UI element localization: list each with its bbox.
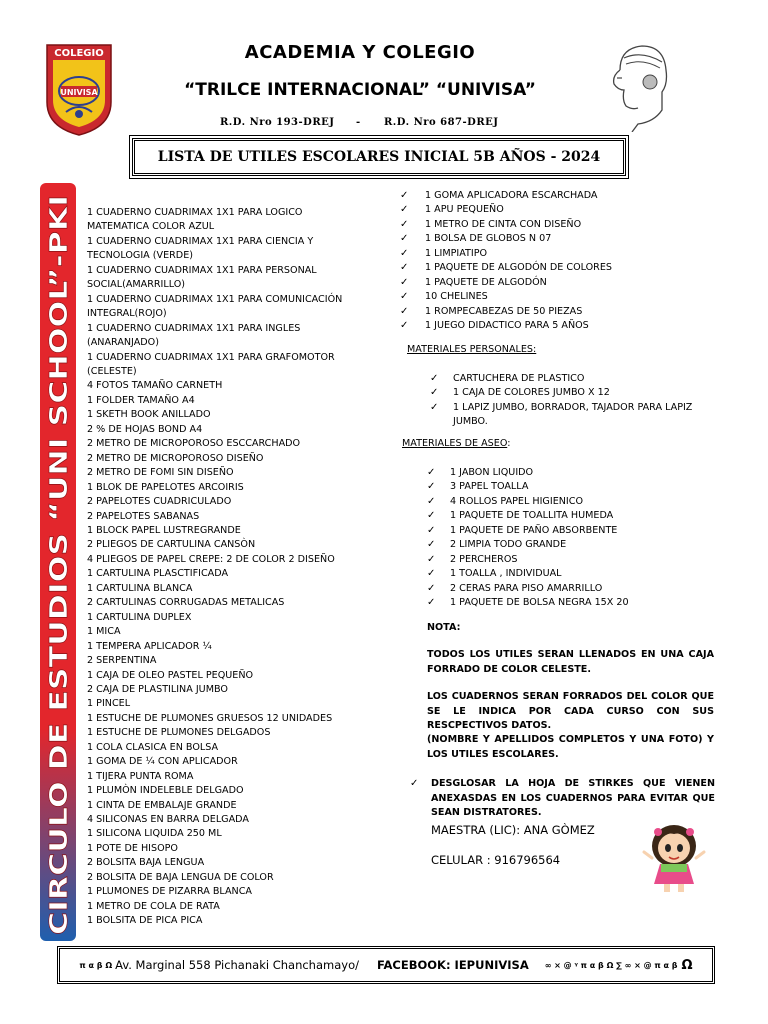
check-icon: ✓ (400, 320, 409, 332)
check-icon: ✓ (400, 276, 409, 288)
hygiene-item (427, 567, 712, 581)
supply-item-text: 1 JUEGO DIDACTICO PARA 5 AÑOS (425, 320, 589, 332)
hygiene-materials-heading-wrap (402, 438, 510, 449)
supply-item (87, 871, 345, 885)
supply-item-text: 1 BOLSITA DE PICA PICA (87, 915, 203, 927)
supply-item-text: 1 CUADERNO CUADRIMAX 1X1 PARA COMUNICACIÓN INTEGRAL(ROJO) (87, 293, 343, 320)
supply-item-text: 1 PAQUETE DE ALGODÓN (425, 276, 547, 288)
check-icon: ✓ (400, 233, 409, 245)
school-name-heading: ACADEMIA Y COLEGIO (244, 42, 476, 63)
supply-item (87, 322, 345, 351)
supply-item-text: 1 BOLSA DE GLOBOS N 07 (425, 233, 552, 245)
supply-item-text: 2 PAPELOTES CUADRICULADO (87, 496, 232, 508)
note-paragraph-1: TODOS LOS UTILES SERAN LLENADOS EN UNA CAJA FORRADO DE COLOR CELESTE. (427, 649, 714, 675)
supply-item-text: 1 POTE DE HISOPO (87, 842, 178, 854)
hygiene-item (427, 524, 712, 538)
supply-item (87, 582, 345, 596)
cartoon-girl-illustration (634, 818, 714, 894)
supply-item-text: 2 % DE HOJAS BOND A4 (87, 423, 203, 435)
supply-item (87, 741, 345, 755)
supply-item-text: 1 APU PEQUEÑO (425, 204, 504, 216)
supply-item (87, 640, 345, 654)
supply-item (87, 914, 345, 928)
footer-symbols-right: ∞ × @ ᵞ π α β Ω ∑ ∞ × @ π α β (544, 960, 678, 970)
hygiene-heading-colon: : (507, 438, 511, 449)
supply-item (87, 481, 345, 495)
supply-item-text: 1 PLUMÒN INDELEBLE DELGADO (87, 785, 244, 797)
supply-item (87, 784, 345, 798)
supply-item (87, 553, 345, 567)
supply-item-text: 1 CUADERNO CUADRIMAX 1X1 PARA PERSONAL SOCIAL(AMARRILLO) (87, 264, 317, 291)
supply-item (400, 276, 730, 290)
check-icon: ✓ (427, 524, 436, 536)
supply-item (87, 726, 345, 740)
supply-item-text: 1 COLA CLASICA EN BOLSA (87, 741, 219, 753)
supply-item (87, 452, 345, 466)
hygiene-item (427, 553, 712, 567)
vertical-banner (40, 183, 76, 941)
supply-item-text: 2 PAPELOTES SABANAS (87, 510, 200, 522)
footer-address: Av. Marginal 558 Pichanaki Chanchamayo/ (115, 958, 359, 972)
supply-item-text: 1 CARTULINA PLASCTIFICADA (87, 568, 229, 580)
supply-item-text: 1 CINTA DE EMBALAJE GRANDE (87, 799, 237, 811)
supply-item-text: 4 SILICONAS EN BARRA DELGADA (87, 814, 249, 826)
supply-item (87, 264, 345, 293)
supply-item-text: 1 PLUMONES DE PIZARRA BLANCA (87, 886, 252, 898)
supply-item-text: 1 PINCEL (87, 698, 131, 710)
check-icon: ✓ (400, 305, 409, 317)
hygiene-item (427, 495, 712, 509)
check-icon: ✓ (427, 568, 436, 580)
supply-item-text: 1 ESTUCHE DE PLUMONES GRUESOS 12 UNIDADES (87, 712, 333, 724)
check-icon: ✓ (427, 582, 436, 594)
personal-item-text: 1 LAPIZ JUMBO, BORRADOR, TAJADOR PARA LAPIZ JUMBO. (453, 401, 693, 428)
hygiene-item (427, 509, 712, 523)
supply-item-text: 1 TIJERA PUNTA ROMA (87, 770, 194, 782)
supply-item (87, 466, 345, 480)
supply-item (400, 232, 730, 246)
supply-item (87, 697, 345, 711)
supply-item-text: 2 CAJA DE PLASTILINA JUMBO (87, 683, 228, 695)
supply-item (87, 799, 345, 813)
footer-facebook: FACEBOOK: IEPUNIVISA (376, 958, 529, 972)
supply-item-text: 4 PLIEGOS DE PAPEL CREPE: 2 DE COLOR 2 DISEÑO (87, 553, 335, 565)
supply-item (87, 813, 345, 827)
supply-item-text: 1 FOLDER TAMAÑO A4 (87, 394, 195, 406)
supply-item-text: 1 SKETH BOOK ANILLADO (87, 409, 211, 421)
supply-item (87, 394, 345, 408)
supply-item (87, 885, 345, 899)
personal-item-text: 1 CAJA DE COLORES JUMBO X 12 (453, 387, 610, 399)
check-icon: ✓ (430, 401, 439, 413)
supply-item-text: 1 MICA (87, 626, 121, 638)
supply-item-text: 2 PLIEGOS DE CARTULINA CANSÒN (87, 539, 256, 551)
supply-item (400, 247, 730, 261)
supply-item (400, 218, 730, 232)
hygiene-item-text: 1 TOALLA , INDIVIDUAL (450, 568, 562, 580)
desglosar-note (410, 777, 715, 821)
supply-item (87, 611, 345, 625)
check-icon: ✓ (427, 597, 436, 609)
hygiene-item-text: 1 PAQUETE DE TOALLITA HUMEDA (450, 510, 614, 522)
supply-item (87, 669, 345, 683)
supply-item (400, 290, 730, 304)
supply-item (87, 538, 345, 552)
vertical-banner-text: CIRCULO DE ESTUDIOS “UNI SCHOOL”-PKI (44, 348, 73, 935)
supply-item-text: 2 METRO DE FOMI SIN DISEÑO (87, 467, 234, 479)
supply-item (87, 827, 345, 841)
supply-item (400, 319, 730, 333)
supply-item-text: 1 GOMA APLICADORA ESCARCHADA (425, 190, 598, 201)
supply-item-text: 1 CARTULINA DUPLEX (87, 611, 192, 623)
supply-item (87, 567, 345, 581)
supply-item (87, 755, 345, 769)
hygiene-item (427, 582, 712, 596)
check-icon: ✓ (427, 495, 436, 507)
supply-item (87, 235, 345, 264)
supply-item (87, 206, 345, 235)
check-icon: ✓ (430, 387, 439, 399)
desglosar-text: DESGLOSAR LA HOJA DE STIRKES QUE VIENEN ANEXASDAS EN LOS CUADERNOS PARA EVITAR QUE SEAN DISTRATORES. (431, 778, 715, 818)
supply-item (87, 654, 345, 668)
check-icon: ✓ (400, 190, 409, 201)
supply-item-text: 10 CHELINES (425, 291, 488, 303)
supply-item-text: 1 METRO DE COLA DE RATA (87, 900, 220, 912)
hygiene-materials-heading: MATERIALES DE ASEO (402, 438, 508, 449)
supply-item (87, 712, 345, 726)
note-paragraph-2: LOS CUADERNOS SERAN FORRADOS DEL COLOR QUE SE LE INDICA POR CADA CURSO CON SUS RESCPECTIVOS DATOS. (427, 691, 714, 731)
supply-item-text: 1 CAJA DE OLEO PASTEL PEQUEÑO (87, 669, 254, 681)
footer-omega: Ω (681, 957, 693, 973)
hygiene-item-text: 3 PAPEL TOALLA (450, 481, 529, 493)
supply-item-text: 1 ROMPECABEZAS DE 50 PIEZAS (425, 305, 583, 317)
supply-item (400, 203, 730, 217)
list-title: LISTA DE UTILES ESCOLARES INICIAL 5B AÑOS - 2024 (157, 149, 601, 165)
check-icon: ✓ (400, 291, 409, 303)
check-icon: ✓ (427, 481, 436, 493)
check-icon: ✓ (427, 553, 436, 565)
logo-top-text: COLEGIO (54, 48, 104, 59)
check-icon: ✓ (400, 247, 409, 259)
hygiene-materials-list (427, 466, 712, 611)
supply-item (400, 189, 730, 203)
hygiene-item-text: 1 JABON LIQUIDO (450, 467, 534, 478)
check-icon: ✓ (410, 778, 419, 789)
hygiene-item (427, 480, 712, 494)
supply-item-text: 1 BLOCK PAPEL LUSTREGRANDE (87, 524, 241, 536)
logo-bottom-text: UNIVISA (60, 88, 98, 97)
personal-item (430, 401, 715, 430)
supply-item (87, 856, 345, 870)
supply-item-text: 1 GOMA DE ¼ CON APLICADOR (87, 756, 238, 768)
supply-item (87, 842, 345, 856)
supply-item-text: 1 ESTUCHE DE PLUMONES DELGADOS (87, 727, 271, 739)
check-icon: ✓ (400, 218, 409, 230)
supply-item-text: 1 LIMPIATIPO (425, 247, 488, 259)
hygiene-item-text: 1 PAQUETE DE PAÑO ABSORBENTE (450, 524, 618, 536)
supply-item (87, 293, 345, 322)
supply-item (87, 437, 345, 451)
supply-item-text: 1 CUADERNO CUADRIMAX 1X1 PARA CIENCIA Y TECNOLOGIA (VERDE) (87, 235, 314, 262)
hygiene-item-text: 1 PAQUETE DE BOLSA NEGRA 15X 20 (450, 597, 629, 609)
supply-item (87, 423, 345, 437)
supply-item (87, 351, 345, 380)
supply-item-text: 2 METRO DE MICROPOROSO ESCCARCHADO (87, 438, 301, 450)
supply-item (87, 524, 345, 538)
personal-item (430, 386, 715, 400)
supply-item-text: 1 CUADERNO CUADRIMAX 1X1 PARA GRAFOMOTOR (CELESTE) (87, 351, 335, 377)
hygiene-item (427, 596, 712, 610)
list-title-box (132, 138, 626, 176)
footer-symbols-left: π α β Ω (79, 960, 113, 970)
supply-item (87, 408, 345, 422)
supply-item (400, 261, 730, 275)
footer-box (57, 946, 715, 984)
supply-item-text: 1 PAQUETE DE ALGODÓN DE COLORES (425, 262, 613, 274)
personal-item-text: CARTUCHERA DE PLASTICO (453, 373, 585, 384)
rd-number-2: R.D. Nro 687-DREJ (384, 117, 499, 128)
note-heading: NOTA: (427, 622, 461, 633)
hygiene-item-text: 4 ROLLOS PAPEL HIGIENICO (450, 495, 584, 507)
supply-item-text: 1 CARTULINA BLANCA (87, 582, 193, 594)
supply-item-text: 2 CARTULINAS CORRUGADAS METALICAS (87, 597, 285, 609)
teacher-phone: CELULAR : 916796564 (431, 853, 561, 867)
right-supply-list (400, 189, 730, 334)
hygiene-item-text: 2 CERAS PARA PISO AMARRILLO (450, 582, 603, 594)
personal-materials-heading: MATERIALES PERSONALES: (407, 344, 537, 355)
check-icon: ✓ (427, 467, 436, 478)
hygiene-item-text: 2 LIMPIA TODO GRANDE (450, 539, 567, 551)
supply-item-text: 1 CUADERNO CUADRIMAX 1X1 PARA INGLES (ANARANJADO) (87, 322, 301, 349)
personal-item (430, 372, 715, 386)
hygiene-item (427, 538, 712, 552)
supply-item-text: 1 BLOK DE PAPELOTES ARCOIRIS (87, 481, 244, 493)
supply-item-text: 2 METRO DE MICROPOROSO DISEÑO (87, 452, 264, 464)
supply-item-text: 2 SERPENTINA (87, 655, 157, 667)
supply-item (87, 495, 345, 509)
hygiene-item (427, 466, 712, 480)
check-icon: ✓ (400, 204, 409, 216)
check-icon: ✓ (427, 510, 436, 522)
check-icon: ✓ (430, 373, 439, 384)
supply-item (400, 305, 730, 319)
supply-item (87, 625, 345, 639)
supply-item-text: 4 FOTOS TAMAÑO CARNETH (87, 380, 223, 392)
supply-item (87, 770, 345, 784)
supply-item (87, 683, 345, 697)
rd-number-1: R.D. Nro 193-DREJ (220, 117, 335, 128)
school-name-subheading: “TRILCE INTERNACIONAL” “UNIVISA” (184, 80, 536, 100)
supply-item-text: 1 CUADERNO CUADRIMAX 1X1 PARA LOGICO MATEMATICA COLOR AZUL (87, 207, 303, 233)
supply-item (87, 900, 345, 914)
check-icon: ✓ (427, 539, 436, 551)
check-icon: ✓ (400, 262, 409, 274)
supply-item-text: 2 BOLSITA DE BAJA LENGUA DE COLOR (87, 871, 274, 883)
rd-separator: - (356, 117, 361, 128)
supply-item-text: 1 TEMPERA APLICADOR ¼ (87, 640, 212, 652)
supply-item-text: 2 BOLSITA BAJA LENGUA (87, 857, 205, 869)
teacher-name: MAESTRA (LIC): ANA GÒMEZ (431, 823, 595, 837)
supply-item-text: 1 METRO DE CINTA CON DISEÑO (425, 218, 582, 230)
supply-item (87, 596, 345, 610)
note-paragraph-3: (NOMBRE Y APELLIDOS COMPLETOS Y UNA FOTO) Y LOS UTILES ESCOLARES. (427, 734, 714, 760)
supply-item (87, 379, 345, 393)
hygiene-item-text: 2 PERCHEROS (450, 553, 518, 565)
personal-materials-list (430, 372, 715, 430)
supply-item (87, 510, 345, 524)
supply-item-text: 1 SILICONA LIQUIDA 250 ML (87, 828, 222, 840)
left-supply-list (87, 206, 345, 929)
